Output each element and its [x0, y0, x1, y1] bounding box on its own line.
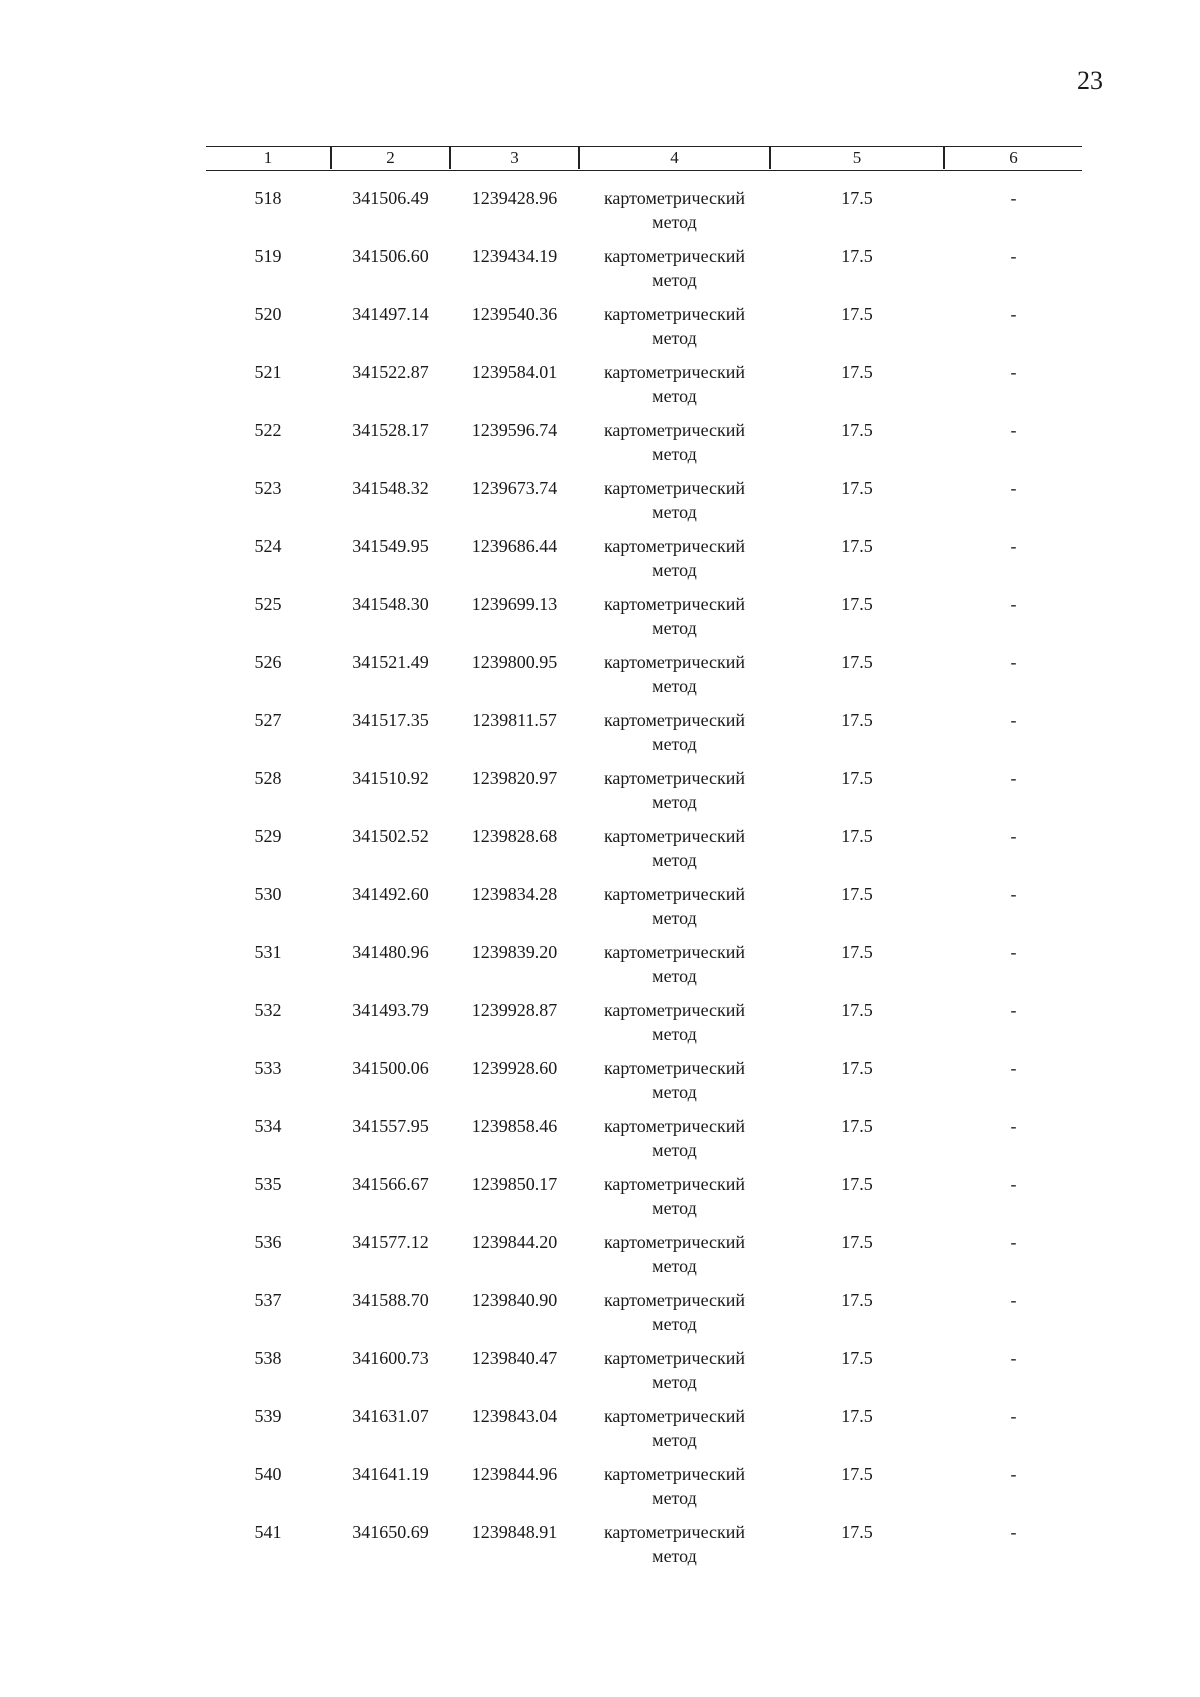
cell-coordinate-x: 341548.30	[352, 594, 429, 614]
cell-coordinate-x: 341497.14	[352, 304, 429, 324]
cell-accuracy: 17.5	[841, 826, 873, 846]
method-line-2: метод	[652, 212, 697, 232]
method-line-2: метод	[652, 618, 697, 638]
method-line-1: картометрический	[603, 652, 746, 672]
method-line-2: метод	[652, 1314, 697, 1334]
method-line-2: метод	[652, 444, 697, 464]
method-line-1: картометрический	[603, 1058, 746, 1078]
cell-method	[580, 1230, 769, 1278]
cell-coordinate-y: 1239596.74	[471, 420, 558, 440]
cell-coordinate-x: 341506.60	[352, 246, 429, 266]
table-row	[206, 240, 1082, 298]
table-row	[206, 704, 1082, 762]
cell-method	[580, 592, 769, 640]
method-line-1: картометрический	[603, 594, 746, 614]
cell-note: -	[1010, 1000, 1017, 1020]
header-col-1: 1	[263, 148, 273, 167]
cell-point-number: 526	[254, 652, 282, 672]
cell-point-number: 523	[254, 478, 282, 498]
cell-accuracy: 17.5	[841, 304, 873, 324]
cell-note: -	[1010, 246, 1017, 266]
table-row	[206, 356, 1082, 414]
cell-coordinate-x: 341549.95	[352, 536, 429, 556]
method-line-1: картометрический	[603, 1000, 746, 1020]
method-line-1: картометрический	[603, 478, 746, 498]
cell-coordinate-x: 341506.49	[352, 188, 429, 208]
cell-note: -	[1010, 362, 1017, 382]
cell-coordinate-y: 1239840.47	[471, 1348, 558, 1368]
cell-coordinate-y: 1239428.96	[471, 188, 558, 208]
table-row	[206, 1458, 1082, 1516]
cell-point-number: 531	[254, 942, 282, 962]
method-line-1: картометрический	[603, 768, 746, 788]
cell-note: -	[1010, 884, 1017, 904]
cell-coordinate-y: 1239858.46	[471, 1116, 558, 1136]
cell-coordinate-y: 1239844.20	[471, 1232, 558, 1252]
method-line-2: метод	[652, 792, 697, 812]
method-line-1: картометрический	[603, 826, 746, 846]
cell-point-number: 527	[254, 710, 282, 730]
cell-coordinate-x: 341521.49	[352, 652, 429, 672]
method-line-2: метод	[652, 1198, 697, 1218]
cell-method	[580, 1056, 769, 1104]
cell-note: -	[1010, 942, 1017, 962]
cell-accuracy: 17.5	[841, 884, 873, 904]
cell-accuracy: 17.5	[841, 1000, 873, 1020]
cell-accuracy: 17.5	[841, 942, 873, 962]
cell-point-number: 520	[254, 304, 282, 324]
cell-method	[580, 824, 769, 872]
cell-coordinate-x: 341510.92	[352, 768, 429, 788]
cell-accuracy: 17.5	[841, 652, 873, 672]
cell-coordinate-x: 341492.60	[352, 884, 429, 904]
cell-coordinate-x: 341588.70	[352, 1290, 429, 1310]
cell-accuracy: 17.5	[841, 478, 873, 498]
cell-method	[580, 1346, 769, 1394]
method-line-2: метод	[652, 1024, 697, 1044]
cell-note: -	[1010, 710, 1017, 730]
method-line-2: метод	[652, 1372, 697, 1392]
cell-coordinate-x: 341522.87	[352, 362, 429, 382]
method-line-2: метод	[652, 734, 697, 754]
cell-note: -	[1010, 304, 1017, 324]
cell-accuracy: 17.5	[841, 1058, 873, 1078]
cell-point-number: 539	[254, 1406, 282, 1426]
cell-coordinate-y: 1239820.97	[471, 768, 558, 788]
cell-point-number: 518	[254, 188, 282, 208]
table-row	[206, 878, 1082, 936]
method-line-2: метод	[652, 386, 697, 406]
cell-accuracy: 17.5	[841, 594, 873, 614]
cell-coordinate-y: 1239434.19	[471, 246, 558, 266]
cell-method	[580, 476, 769, 524]
cell-method	[580, 882, 769, 930]
cell-point-number: 540	[254, 1464, 282, 1484]
cell-method	[580, 302, 769, 350]
cell-coordinate-x: 341557.95	[352, 1116, 429, 1136]
method-line-2: метод	[652, 1430, 697, 1450]
cell-accuracy: 17.5	[841, 1290, 873, 1310]
method-line-2: метод	[652, 966, 697, 986]
cell-method	[580, 1520, 769, 1568]
method-line-2: метод	[652, 560, 697, 580]
cell-point-number: 532	[254, 1000, 282, 1020]
method-line-1: картометрический	[603, 304, 746, 324]
table-row	[206, 1110, 1082, 1168]
cell-coordinate-x: 341566.67	[352, 1174, 429, 1194]
cell-note: -	[1010, 652, 1017, 672]
table-row	[206, 820, 1082, 878]
cell-note: -	[1010, 1232, 1017, 1252]
cell-note: -	[1010, 1406, 1017, 1426]
table-row	[206, 588, 1082, 646]
cell-note: -	[1010, 1290, 1017, 1310]
cell-note: -	[1010, 1174, 1017, 1194]
cell-accuracy: 17.5	[841, 1116, 873, 1136]
method-line-1: картометрический	[603, 420, 746, 440]
cell-method	[580, 534, 769, 582]
cell-coordinate-x: 341577.12	[352, 1232, 429, 1252]
method-line-2: метод	[652, 502, 697, 522]
cell-accuracy: 17.5	[841, 1522, 873, 1542]
cell-coordinate-y: 1239848.91	[471, 1522, 558, 1542]
cell-coordinate-y: 1239540.36	[471, 304, 558, 324]
cell-accuracy: 17.5	[841, 1232, 873, 1252]
cell-accuracy: 17.5	[841, 536, 873, 556]
cell-coordinate-y: 1239828.68	[471, 826, 558, 846]
cell-accuracy: 17.5	[841, 362, 873, 382]
table-row	[206, 994, 1082, 1052]
cell-coordinate-x: 341528.17	[352, 420, 429, 440]
cell-method	[580, 708, 769, 756]
method-line-1: картометрический	[603, 246, 746, 266]
method-line-2: метод	[652, 908, 697, 928]
header-col-4: 4	[670, 148, 679, 167]
cell-coordinate-y: 1239928.60	[471, 1058, 558, 1078]
cell-coordinate-y: 1239673.74	[471, 478, 558, 498]
cell-coordinate-y: 1239843.04	[471, 1406, 558, 1426]
table-row	[206, 414, 1082, 472]
method-line-2: метод	[652, 1140, 697, 1160]
cell-coordinate-x: 341480.96	[352, 942, 429, 962]
cell-point-number: 533	[254, 1058, 282, 1078]
cell-note: -	[1010, 478, 1017, 498]
method-line-1: картометрический	[603, 1116, 746, 1136]
cell-coordinate-x: 341517.35	[352, 710, 429, 730]
cell-point-number: 530	[254, 884, 282, 904]
table-row	[206, 1516, 1082, 1574]
cell-note: -	[1010, 1522, 1017, 1542]
method-line-1: картометрический	[603, 710, 746, 730]
cell-coordinate-y: 1239850.17	[471, 1174, 558, 1194]
cell-coordinate-x: 341548.32	[352, 478, 429, 498]
cell-note: -	[1010, 594, 1017, 614]
cell-note: -	[1010, 536, 1017, 556]
cell-accuracy: 17.5	[841, 1464, 873, 1484]
page-number: 23	[1077, 66, 1103, 95]
cell-point-number: 537	[254, 1290, 282, 1310]
cell-coordinate-y: 1239800.95	[471, 652, 558, 672]
table-row	[206, 1342, 1082, 1400]
cell-note: -	[1010, 1058, 1017, 1078]
table-row	[206, 298, 1082, 356]
cell-accuracy: 17.5	[841, 768, 873, 788]
cell-note: -	[1010, 768, 1017, 788]
cell-note: -	[1010, 1464, 1017, 1484]
table-row	[206, 1052, 1082, 1110]
table-row	[206, 1226, 1082, 1284]
cell-method	[580, 1114, 769, 1162]
method-line-1: картометрический	[603, 1290, 746, 1310]
method-line-1: картометрический	[603, 362, 746, 382]
cell-coordinate-y: 1239584.01	[471, 362, 558, 382]
cell-point-number: 525	[254, 594, 282, 614]
cell-coordinate-y: 1239686.44	[471, 536, 558, 556]
cell-point-number: 534	[254, 1116, 282, 1136]
cell-coordinate-y: 1239811.57	[472, 710, 557, 730]
cell-note: -	[1010, 188, 1017, 208]
cell-coordinate-x: 341650.69	[352, 1522, 429, 1542]
cell-accuracy: 17.5	[841, 188, 873, 208]
cell-point-number: 529	[254, 826, 282, 846]
method-line-2: метод	[652, 1488, 697, 1508]
table-row	[206, 762, 1082, 820]
header-col-2: 2	[386, 148, 395, 167]
table-row	[206, 472, 1082, 530]
cell-accuracy: 17.5	[841, 1406, 873, 1426]
cell-method	[580, 766, 769, 814]
cell-accuracy: 17.5	[841, 246, 873, 266]
method-line-1: картометрический	[603, 188, 746, 208]
method-line-1: картометрический	[603, 1174, 746, 1194]
method-line-2: метод	[652, 1546, 697, 1566]
cell-point-number: 524	[254, 536, 282, 556]
table-row	[206, 1168, 1082, 1226]
cell-coordinate-y: 1239834.28	[471, 884, 558, 904]
cell-coordinate-x: 341631.07	[352, 1406, 429, 1426]
cell-coordinate-y: 1239844.96	[471, 1464, 558, 1484]
header-col-6: 6	[1009, 148, 1018, 167]
cell-coordinate-x: 341493.79	[352, 1000, 429, 1020]
cell-point-number: 536	[254, 1232, 282, 1252]
cell-point-number: 538	[254, 1348, 282, 1368]
cell-method	[580, 998, 769, 1046]
cell-accuracy: 17.5	[841, 710, 873, 730]
method-line-2: метод	[652, 270, 697, 290]
cell-method	[580, 1288, 769, 1336]
cell-note: -	[1010, 1116, 1017, 1136]
cell-point-number: 522	[254, 420, 282, 440]
method-line-2: метод	[652, 676, 697, 696]
cell-method	[580, 360, 769, 408]
cell-method	[580, 650, 769, 698]
cell-method	[580, 418, 769, 466]
cell-note: -	[1010, 420, 1017, 440]
table-row	[206, 530, 1082, 588]
method-line-1: картометрический	[603, 942, 746, 962]
cell-point-number: 519	[254, 246, 282, 266]
cell-accuracy: 17.5	[841, 1174, 873, 1194]
method-line-2: метод	[652, 850, 697, 870]
cell-method	[580, 1172, 769, 1220]
cell-coordinate-x: 341502.52	[352, 826, 429, 846]
cell-method	[580, 1462, 769, 1510]
table-row	[206, 1400, 1082, 1458]
cell-accuracy: 17.5	[841, 420, 873, 440]
table-row	[206, 936, 1082, 994]
cell-coordinate-x: 341500.06	[352, 1058, 429, 1078]
method-line-2: метод	[652, 1082, 697, 1102]
method-line-1: картометрический	[603, 536, 746, 556]
cell-coordinate-y: 1239928.87	[471, 1000, 558, 1020]
cell-coordinate-x: 341641.19	[352, 1464, 429, 1484]
cell-point-number: 521	[254, 362, 282, 382]
cell-method	[580, 940, 769, 988]
cell-method	[580, 186, 769, 234]
method-line-1: картометрический	[603, 1348, 746, 1368]
table-body	[206, 182, 1082, 1574]
method-line-2: метод	[652, 328, 697, 348]
cell-method	[580, 1404, 769, 1452]
method-line-1: картометрический	[603, 1464, 746, 1484]
cell-note: -	[1010, 1348, 1017, 1368]
cell-point-number: 528	[254, 768, 282, 788]
method-line-1: картометрический	[603, 1406, 746, 1426]
header-col-5: 5	[852, 148, 862, 167]
cell-point-number: 535	[254, 1174, 282, 1194]
method-line-2: метод	[652, 1256, 697, 1276]
cell-coordinate-y: 1239839.20	[471, 942, 558, 962]
method-line-1: картометрический	[603, 1232, 746, 1252]
table-row	[206, 646, 1082, 704]
cell-method	[580, 244, 769, 292]
method-line-1: картометрический	[603, 1522, 746, 1542]
method-line-1: картометрический	[603, 884, 746, 904]
cell-coordinate-y: 1239699.13	[471, 594, 558, 614]
table-row	[206, 1284, 1082, 1342]
cell-coordinate-x: 341600.73	[352, 1348, 429, 1368]
table-header	[206, 146, 1082, 171]
cell-point-number: 541	[254, 1522, 282, 1542]
table-row	[206, 182, 1082, 240]
cell-note: -	[1010, 826, 1017, 846]
cell-coordinate-y: 1239840.90	[471, 1290, 558, 1310]
cell-accuracy: 17.5	[841, 1348, 873, 1368]
header-col-3: 3	[510, 148, 519, 167]
